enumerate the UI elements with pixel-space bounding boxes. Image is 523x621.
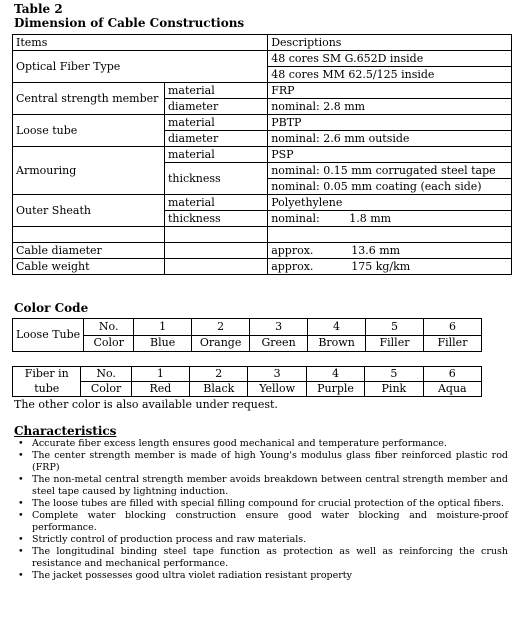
os-thickness-number: 1.8 mm	[349, 211, 392, 225]
cm-diameter-value: nominal: 2.8 mm	[268, 99, 512, 115]
cable-diameter-number: 13.6 mm	[351, 243, 401, 257]
fiber-number: 3	[248, 367, 306, 382]
list-item: • The jacket possesses good ultra violet radiation resistant property	[14, 570, 508, 582]
fiber-number: 4	[306, 367, 364, 382]
color-label: Color	[84, 335, 134, 352]
loose-tube-color-table	[12, 318, 482, 352]
os-material-value: Polyethylene	[268, 195, 512, 211]
loose-tube-color-label: Loose Tube	[13, 319, 84, 352]
tube-number: 4	[308, 319, 366, 336]
fiber-color: Yellow	[248, 382, 306, 397]
loose-tube-label: Loose tube	[13, 115, 165, 147]
cable-weight-approx: approx.	[271, 259, 314, 273]
fiber-color-table	[12, 366, 482, 397]
tube-color: Blue	[134, 335, 192, 352]
color-label: Color	[81, 382, 131, 397]
fiber-color: Purple	[306, 382, 364, 397]
armouring-label: Armouring	[13, 147, 165, 195]
optical-fiber-desc: 48 cores MM 62.5/125 inside	[268, 67, 512, 83]
fiber-label-line1: Fiber in	[13, 367, 81, 382]
cm-diameter-label: diameter	[164, 99, 267, 115]
fiber-number: 5	[365, 367, 423, 382]
characteristics-title: Characteristics	[14, 424, 117, 438]
tube-color: Orange	[192, 335, 250, 352]
header-items: Items	[13, 35, 268, 51]
fiber-color: Red	[131, 382, 189, 397]
list-item: • The center strength member is made of high Young's modulus glass fiber reinforced plastic rod (FRP)	[14, 450, 508, 474]
cable-weight-value	[268, 259, 512, 275]
list-item: • The longitudinal binding steel tape function as protection as well as reinforcing the crush resistance and mechanical performance.	[14, 546, 508, 570]
ar-thickness-value: nominal: 0.05 mm coating (each side)	[268, 179, 512, 195]
ar-material-value: PSP	[268, 147, 512, 163]
dimension-table	[12, 34, 512, 275]
optical-fiber-type-label: Optical Fiber Type	[13, 51, 268, 83]
no-label: No.	[81, 367, 131, 382]
fiber-color: Black	[190, 382, 248, 397]
fiber-number: 6	[423, 367, 481, 382]
optical-fiber-desc: 48 cores SM G.652D inside	[268, 51, 512, 67]
ar-thickness-value: nominal: 0.15 mm corrugated steel tape	[268, 163, 512, 179]
tube-number: 2	[192, 319, 250, 336]
list-item: • Complete water blocking construction ensure good water blocking and moisture-proof performance.	[14, 510, 508, 534]
other-color-note: The other color is also available under request.	[14, 398, 278, 411]
fiber-label-line2: tube	[13, 382, 81, 397]
cable-weight-number: 175 kg/km	[351, 259, 411, 273]
tube-color: Filler	[366, 335, 424, 352]
list-item: • The non-metal central strength member avoids breakdown between central strength member and steel tape caused by lightning induction.	[14, 474, 508, 498]
os-material-label: material	[164, 195, 267, 211]
tube-number: 5	[366, 319, 424, 336]
ar-material-label: material	[164, 147, 267, 163]
table-title: Dimension of Cable Constructions	[14, 16, 245, 30]
tube-color: Filler	[423, 335, 481, 352]
table-caption: Table 2	[14, 2, 63, 16]
list-item: • The loose tubes are filled with special filling compound for crucial protection of the optical fibers.	[14, 498, 508, 510]
lt-diameter-label: diameter	[164, 131, 267, 147]
cable-diameter-approx: approx.	[271, 243, 314, 257]
list-item: • Strictly control of production process and raw materials.	[14, 534, 508, 546]
fiber-color: Pink	[365, 382, 423, 397]
fiber-number: 2	[190, 367, 248, 382]
tube-color: Green	[250, 335, 308, 352]
header-descriptions: Descriptions	[268, 35, 512, 51]
lt-material-label: material	[164, 115, 267, 131]
central-member-label: Central strength member	[13, 83, 165, 115]
cm-material-value: FRP	[268, 83, 512, 99]
outer-sheath-label: Outer Sheath	[13, 195, 165, 227]
os-thickness-label: thickness	[164, 211, 267, 227]
os-thickness-value	[268, 211, 512, 227]
lt-diameter-value: nominal: 2.6 mm outside	[268, 131, 512, 147]
ar-thickness-label: thickness	[164, 163, 267, 195]
cable-diameter-label: Cable diameter	[13, 243, 165, 259]
fiber-number: 1	[131, 367, 189, 382]
no-label: No.	[84, 319, 134, 336]
cable-diameter-value	[268, 243, 512, 259]
cm-material-label: material	[164, 83, 267, 99]
list-item: • Accurate fiber excess length ensures good mechanical and temperature performance.	[14, 438, 508, 450]
os-thickness-prefix: nominal:	[271, 211, 320, 225]
cable-weight-label: Cable weight	[13, 259, 165, 275]
color-code-title: Color Code	[14, 301, 89, 315]
tube-number: 3	[250, 319, 308, 336]
characteristics-list	[14, 438, 508, 582]
fiber-color: Aqua	[423, 382, 481, 397]
tube-color: Brown	[308, 335, 366, 352]
lt-material-value: PBTP	[268, 115, 512, 131]
tube-number: 6	[423, 319, 481, 336]
tube-number: 1	[134, 319, 192, 336]
